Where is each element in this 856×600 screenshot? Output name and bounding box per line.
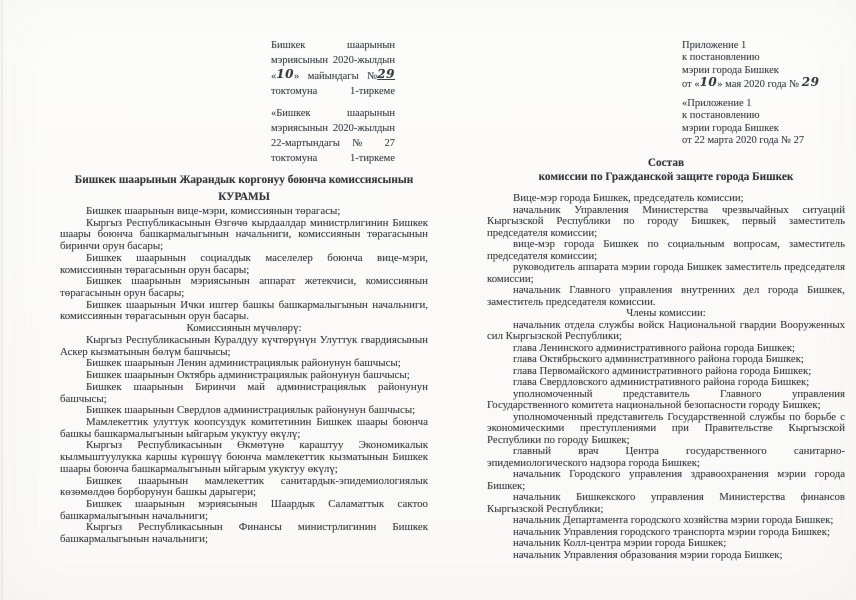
date-word: майындагы [307, 71, 359, 82]
stamp-line: 22-мартындагы № 27 [271, 138, 395, 149]
body-paragraph: Бишкек шаарынын Свердлов администрациялык районунун башчысы; [86, 404, 416, 417]
stamp-line: мэриясынын 2020-жылдын [271, 123, 395, 134]
body-paragraph: Вице-мэр города Бишкек, председатель комиссии; [513, 192, 744, 204]
handwritten-day: 10 [276, 67, 294, 81]
stamp-line: Бишкек шаарынын [271, 40, 395, 51]
title-line: комиссии по Гражданской защите города Бишкек [538, 171, 794, 183]
stamp-line: к постановлению [682, 52, 760, 64]
number-sign: № [367, 71, 378, 82]
body-paragraph: глава Первомайского административного района города Бишкек; [513, 364, 812, 377]
body-paragraph: Бишкек шаарынын мэриясынын Шаардык Саламаттык сактоо башкармалыгынын начальниги; [60, 497, 428, 522]
body-paragraph: начальник Городского управления здравоохранения мэрии города Бишкек; [487, 468, 845, 492]
body-paragraph: начальник Управления городского транспорта мэрии города Бишкек; [513, 525, 830, 538]
stamp-line: мэрии города Бишкек [682, 122, 779, 134]
left-page-body [60, 206, 428, 546]
stamp-line: токтомуна 1-тиркеме [271, 86, 395, 97]
body-paragraph: начальник Управления Министерства чрезвычайных ситуаций Кыргызской Республики по городу Бишкек, первый заместитель председателя комиссии; [487, 203, 845, 239]
left-page-title [58, 172, 430, 205]
body-paragraph: Кыргыз Республикасынын Өкмөтүнө караштуу Экономикалык кылмыштуулукка каршы күрөшүү боюнча мамлекеттик кызматынын Бишкек шаары боюнча башкармалыгынын ыйгарым укуктуу өкүлү; [60, 439, 428, 475]
appendix-stamp-left-1 [271, 38, 395, 99]
date-middle: » мая 2020 года № [717, 78, 800, 90]
stamp-line: мэриясынын 2020-жылдын [271, 55, 395, 66]
date-fragment [271, 68, 299, 84]
quote-close: » [293, 71, 300, 82]
body-paragraph: Бишкек шаарынын Ленин администрациялык районунун башчысы; [86, 357, 401, 370]
body-paragraph: начальник Департамента городского хозяйства мэрии города Бишкек; [513, 514, 834, 526]
body-paragraph: начальник Колл-центра мэрии города Бишкек; [513, 537, 727, 549]
body-paragraph: Кыргыз Республикасынын Финансы министрлигинин Бишкек башкармалыгынын начальниги; [60, 521, 428, 546]
body-paragraph: уполномоченный представитель Государственной службы по борьбе с экономическими преступлениями при Правительстве Кыргызской Республики по городу Бишкек; [487, 410, 845, 446]
stamp-line: от 22 марта 2020 года № 27 [682, 134, 805, 146]
body-paragraph: Мамлекеттик улуттук коопсуздук комитетинин Бишкек шаары боюнча башкы башкармалыгынын ыйгарым укуктуу өкүлү; [60, 415, 428, 440]
stamp-line: к постановлению [682, 110, 760, 122]
stamp-line-date [682, 74, 824, 91]
handwritten-day: 10 [699, 74, 718, 89]
body-paragraph: начальник отдела службы войск Национальной гвардии Вооруженных сил Кыргызской Республики; [487, 318, 845, 342]
body-paragraph: Бишкек шаарынын вице-мэри, комиссиянын төрагасы; [86, 205, 341, 217]
body-paragraph: Кыргыз Республикасынын Өзгөчө кырдаалдар министрлигинин Бишкек шаары боюнча башкармалыгынын начальниги, комиссиянын төрагасынын биринчи орун басары; [60, 216, 428, 253]
section-heading: Комиссиянын мүчөлөрү: [186, 322, 302, 335]
stamp-line: «Приложение 1 [682, 98, 752, 109]
body-paragraph: глава Октябрьского административного района города Бишкек; [513, 353, 804, 365]
appendix-stamp-left-2 [271, 106, 395, 166]
body-paragraph: глава Ленинского административного района города Бишкек; [513, 341, 796, 354]
body-paragraph: Бишкек шаарынын Октябрь администрациялык районунун башчысы; [86, 369, 410, 382]
title-line: Бишкек шаарынын Жарандык коргонуу боюнча комиссиясынын [74, 174, 414, 186]
scan-edge-artifact [1, 0, 3, 600]
stamp-line: токтомуна 1-тиркеме [271, 153, 395, 164]
body-paragraph: Бишкек шаарынын социалдык маселелер боюнча вице-мэри, комиссиянын төрагасынын орун басары; [60, 251, 428, 276]
section-heading: Члены комиссии: [626, 307, 706, 319]
number-fragment [367, 68, 395, 84]
body-paragraph: начальник Главного управления внутренних дел города Бишкек, заместитель председателя комиссии. [487, 284, 845, 308]
body-paragraph: начальник Бишкекского управления Министерства финансов Кыргызской Республики; [487, 491, 845, 515]
body-paragraph: вице-мэр города Бишкек по социальным вопросам, заместитель председателя комиссии; [487, 238, 845, 262]
body-paragraph: главный врач Центра государственного санитарно-эпидемиологического надзора города Бишкек; [487, 445, 845, 469]
body-paragraph: Бишкек шаарынын мэриясынын аппарат жетекчиси, комиссиянын төрагасынын орун басары; [60, 275, 428, 300]
right-page-body [487, 193, 845, 561]
appendix-stamp-right-1 [682, 40, 824, 91]
body-paragraph: уполномоченный представитель Главного управления Государственного комитета национальной безопасности городу Бишкек; [487, 387, 845, 411]
stamp-line-date [271, 68, 395, 84]
title-line: КУРАМЫ [218, 190, 270, 203]
appendix-stamp-right-2 [682, 98, 824, 147]
body-paragraph: Бишкек шаарынын Биринчи май администрациялык районунун башчысы; [60, 380, 428, 405]
date-prefix: от « [682, 78, 700, 90]
handwritten-number: 29 [801, 74, 820, 89]
body-paragraph: начальник Управления образования мэрии города Бишкек; [513, 548, 783, 561]
title-line: Состав [647, 157, 685, 169]
body-paragraph: Бишкек шаарынын мамлекеттик санитардык-эпидемиологиялык көзөмөлдөө борборунун башкы дарыгери; [60, 474, 428, 499]
right-page-title [487, 156, 845, 184]
stamp-line: Приложение 1 [682, 40, 747, 51]
quote-open: « [271, 71, 277, 82]
body-paragraph: Кыргыз Республикасынын Куралдуу күчтөрүнүн Улуттук гвардиясынын Аскер кызматынын бөлүм башчысы; [60, 333, 428, 358]
body-paragraph: руководитель аппарата мэрии города Бишкек заместитель председателя комиссии; [487, 261, 845, 285]
body-paragraph: глава Свердловского административного района города Бишкек; [513, 376, 810, 388]
body-paragraph: Бишкек шаарынын Ички иштер башкы башкармалыгынын начальниги, комиссиянын төрагасынын орун басары. [60, 298, 428, 323]
stamp-line: «Бишкек шаарынын [271, 108, 395, 119]
handwritten-number: 29 [377, 67, 395, 81]
stamp-line: мэрии города Бишкек [682, 64, 779, 76]
